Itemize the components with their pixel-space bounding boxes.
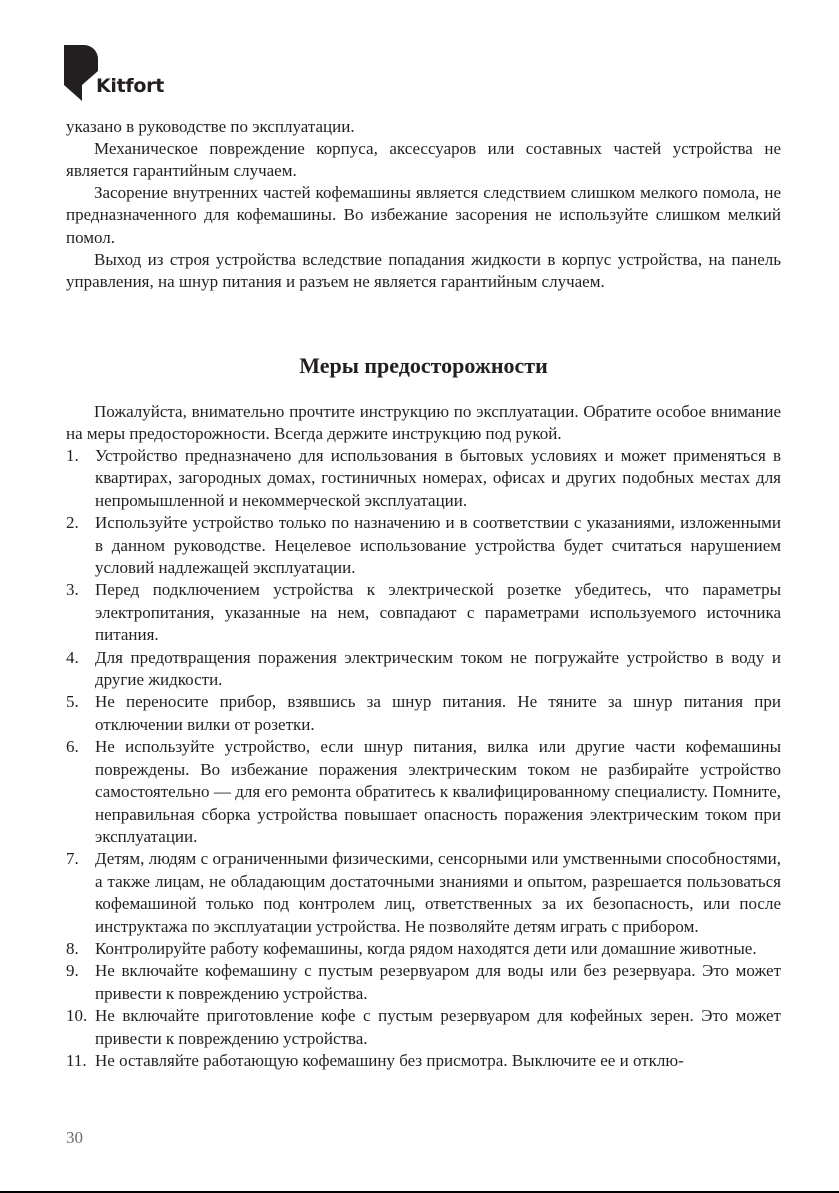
list-item: [66, 960, 781, 1005]
list-item-text: Не включайте приготовление кофе с пустым резервуаром для кофейных зерен. Это может привести к повреждению устройства.: [95, 1006, 781, 1048]
safety-list: [66, 445, 781, 1072]
list-item-number: 4.: [66, 647, 79, 667]
logo-text: Kitfort: [96, 75, 164, 97]
list-item-number: 10.: [66, 1006, 88, 1026]
list-item-number: 7.: [66, 849, 79, 869]
list-item: [66, 512, 781, 579]
kitfort-logo-mark-icon: [64, 45, 98, 101]
paragraph-mechanical-damage: Механическое повреждение корпуса, аксессуаров или составных частей устройства не является гарантийным случаем.: [66, 139, 781, 181]
paragraph-continuation: указано в руководстве по эксплуатации.: [66, 117, 355, 136]
list-item-text: Контролируйте работу кофемашины, когда рядом находятся дети или домашние животные.: [95, 938, 757, 958]
list-item: [66, 579, 781, 646]
list-item-text: Для предотвращения поражения электрическим током не погружайте устройство в воду и другие жидкости.: [95, 647, 781, 690]
list-item-number: 5.: [66, 692, 79, 712]
list-item-text: Перед подключением устройства к электрической розетке убедитесь, что параметры электропитания, указанные на нем, совпадают с параметрами используемого источника питания.: [95, 580, 781, 645]
list-item: [66, 736, 781, 848]
paragraph-clogging: Засорение внутренних частей кофемашины является следствием слишком мелкого помола, не предназначенного для кофемашины. Во избежание засорения не используйте слишком мелкий помол.: [66, 183, 781, 247]
list-item-number: 9.: [66, 961, 79, 981]
list-item: [66, 691, 781, 736]
list-item: [66, 938, 781, 960]
list-item: [66, 445, 781, 512]
intro-paragraph: Пожалуйста, внимательно прочтите инструкцию по эксплуатации. Обратите особое внимание на меры предосторожности. Всегда держите инструкцию под рукой.: [66, 402, 781, 444]
list-item-number: 2.: [66, 513, 79, 533]
list-item: [66, 1005, 781, 1050]
list-item: [66, 647, 781, 692]
section-title: Меры предосторожности: [299, 353, 548, 378]
list-item: [66, 848, 781, 938]
list-item-text: Не используйте устройство, если шнур питания, вилка или другие части кофемашины повреждены. Во избежание поражения электрическим током не разбирайте устройство самостоятельно — для его ремонта обратитесь к квалифицированному специалисту. Помните, неправильная сборка устройства повышает опасность поражения электрическим током при эксплуатации.: [95, 737, 781, 846]
list-item-number: 3.: [66, 580, 79, 600]
list-item-text: Не оставляйте работающую кофемашину без присмотра. Выключите ее и отклю-: [95, 1050, 684, 1070]
list-item-text: Используйте устройство только по назначению и в соответствии с указаниями, изложенными в данном руководстве. Нецелевое использование устройства будет считаться нарушением условий надлежащей эксплуатации.: [95, 513, 781, 578]
list-item-number: 8.: [66, 938, 79, 958]
list-item-text: Не включайте кофемашину с пустым резервуаром для воды или без резервуара. Это может привести к повреждению устройства.: [95, 961, 781, 1003]
list-item-text: Детям, людям с ограниченными физическими, сенсорными или умственными способностями, а также лицам, не обладающим достаточными знаниями и опытом, разрешается пользоваться кофемашиной только под контролем лиц, ответственных за их безопасность, или после инструктажа по эксплуатации устройства. Не позволяйте детям играть с прибором.: [95, 849, 781, 936]
kitfort-logo: [64, 45, 174, 105]
list-item-number: 1.: [66, 446, 79, 465]
list-item-number: 6.: [66, 737, 79, 757]
page-number: 30: [66, 1128, 83, 1147]
list-item: [66, 1050, 781, 1072]
list-item-number: 11.: [66, 1050, 87, 1070]
list-item-text: Устройство предназначено для использования в бытовых условиях и может применяться в квартирах, загородных домах, гостиничных номерах, офисах и других подобных местах для непромышленной и некоммерческой эксплуатации.: [95, 446, 781, 510]
list-item-text: Не переносите прибор, взявшись за шнур питания. Не тяните за шнур питания при отключении вилки от розетки.: [95, 692, 781, 734]
paragraph-liquid-damage: Выход из строя устройства вследствие попадания жидкости в корпус устройства, на панель управления, на шнур питания и разъем не является гарантийным случаем.: [66, 250, 781, 292]
